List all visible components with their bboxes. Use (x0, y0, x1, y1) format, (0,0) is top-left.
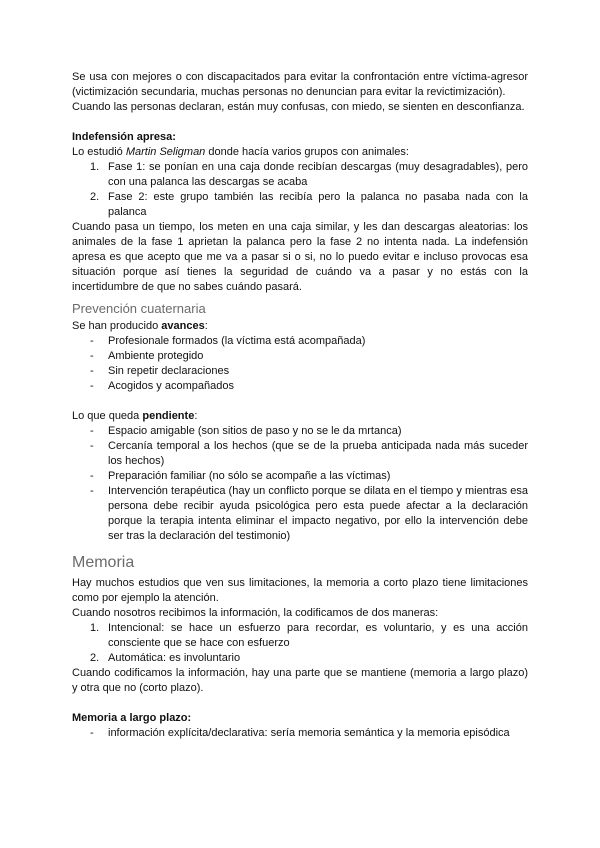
pendiente-list (72, 424, 528, 544)
seligman-name: Martin Seligman (125, 146, 206, 158)
indefension-phase-list (72, 160, 528, 220)
intro-paragraph-2: Cuando las personas declaran, están muy confusas, con miedo, se sienten en desconfianza. (72, 101, 525, 113)
largo-plazo-list (72, 726, 528, 741)
intro-paragraph-1: Se usa con mejores o con discapacitados para evitar la confrontación entre víctima-agresor (victimización secundaria, muchas personas no denuncian para evitar la revictimización). (72, 71, 528, 98)
memoria-paragraph-1: Hay muchos estudios que ven sus limitaciones, la memoria a corto plazo tiene limitaciones como por ejemplo la atención. (72, 577, 528, 604)
list-item: - información explícita/declarativa: sería memoria semántica y la memoria episódica (90, 727, 510, 739)
list-item: 2. Fase 2: este grupo también las recibía pero la palanca no pasaba nada con la palanca (90, 191, 528, 218)
list-item: - Ambiente protegido (90, 350, 204, 362)
avances-list (72, 334, 528, 394)
memoria-paragraph-3: Cuando codificamos la información, hay una parte que se mantiene (memoria a largo plazo) y otra que no (corto plazo). (72, 667, 528, 694)
list-item: - Espacio amigable (son sitios de paso y no se le da mrtanca) (90, 425, 402, 437)
document-page (72, 70, 528, 741)
memoria-paragraph-2: Cuando nosotros recibimos la información, la codificamos de dos maneras: (72, 607, 439, 619)
avances-intro: Se han producido avances: (72, 320, 208, 332)
list-item: 2. Automática: es involuntario (90, 652, 241, 664)
codificacion-list (72, 621, 528, 666)
list-item: - Profesionale formados (la víctima está acompañada) (90, 335, 366, 347)
list-item: - Intervención terapéutica (hay un conflicto porque se dilata en el tiempo y mientras esa persona debe recibir ayuda psicológica pero esta puede afectar a la declaración porque la terapia intenta eliminar el impacto negativo, por ello la intervención debe ser tras la declaración del testimonio) (90, 485, 528, 542)
indefension-heading: Indefensión apresa: (72, 131, 176, 143)
memoria-heading: Memoria (72, 554, 135, 571)
list-item: 1. Fase 1: se ponían en una caja donde recibían descargas (muy desagradables), pero con una palanca las descargas se acaba (90, 161, 528, 188)
list-item: - Acogidos y acompañados (90, 380, 234, 392)
largo-plazo-heading: Memoria a largo plazo: (72, 712, 192, 724)
list-item: - Preparación familiar (no sólo se acompañe a las víctimas) (90, 470, 391, 482)
list-item: - Cercanía temporal a los hechos (que se de la prueba anticipada nada más suceder los hechos) (90, 440, 528, 467)
list-item: - Sin repetir declaraciones (90, 365, 230, 377)
pendiente-intro: Lo que queda pendiente: (72, 410, 198, 422)
list-item: 1. Intencional: se hace un esfuerzo para recordar, es voluntario, y es una acción consciente que se hace con esfuerzo (90, 622, 528, 649)
indefension-paragraph: Cuando pasa un tiempo, los meten en una caja similar, y les dan descargas aleatorias: los animales de la fase 1 aprietan la palanca pero la fase 2 no intenta nada. La indefensión apresa es que acepto que me va a pasar si o si, no lo puedo evitar e incluso provocas esa situación porque así tienes la seguridad de cuándo va a pasar y no estás con la incertidumbre de que no sabes cuándo pasará. (72, 221, 528, 293)
prevencion-heading: Prevención cuaternaria (72, 301, 206, 316)
indefension-intro: Lo estudió Martin Seligman donde hacía varios grupos con animales: (72, 146, 409, 158)
